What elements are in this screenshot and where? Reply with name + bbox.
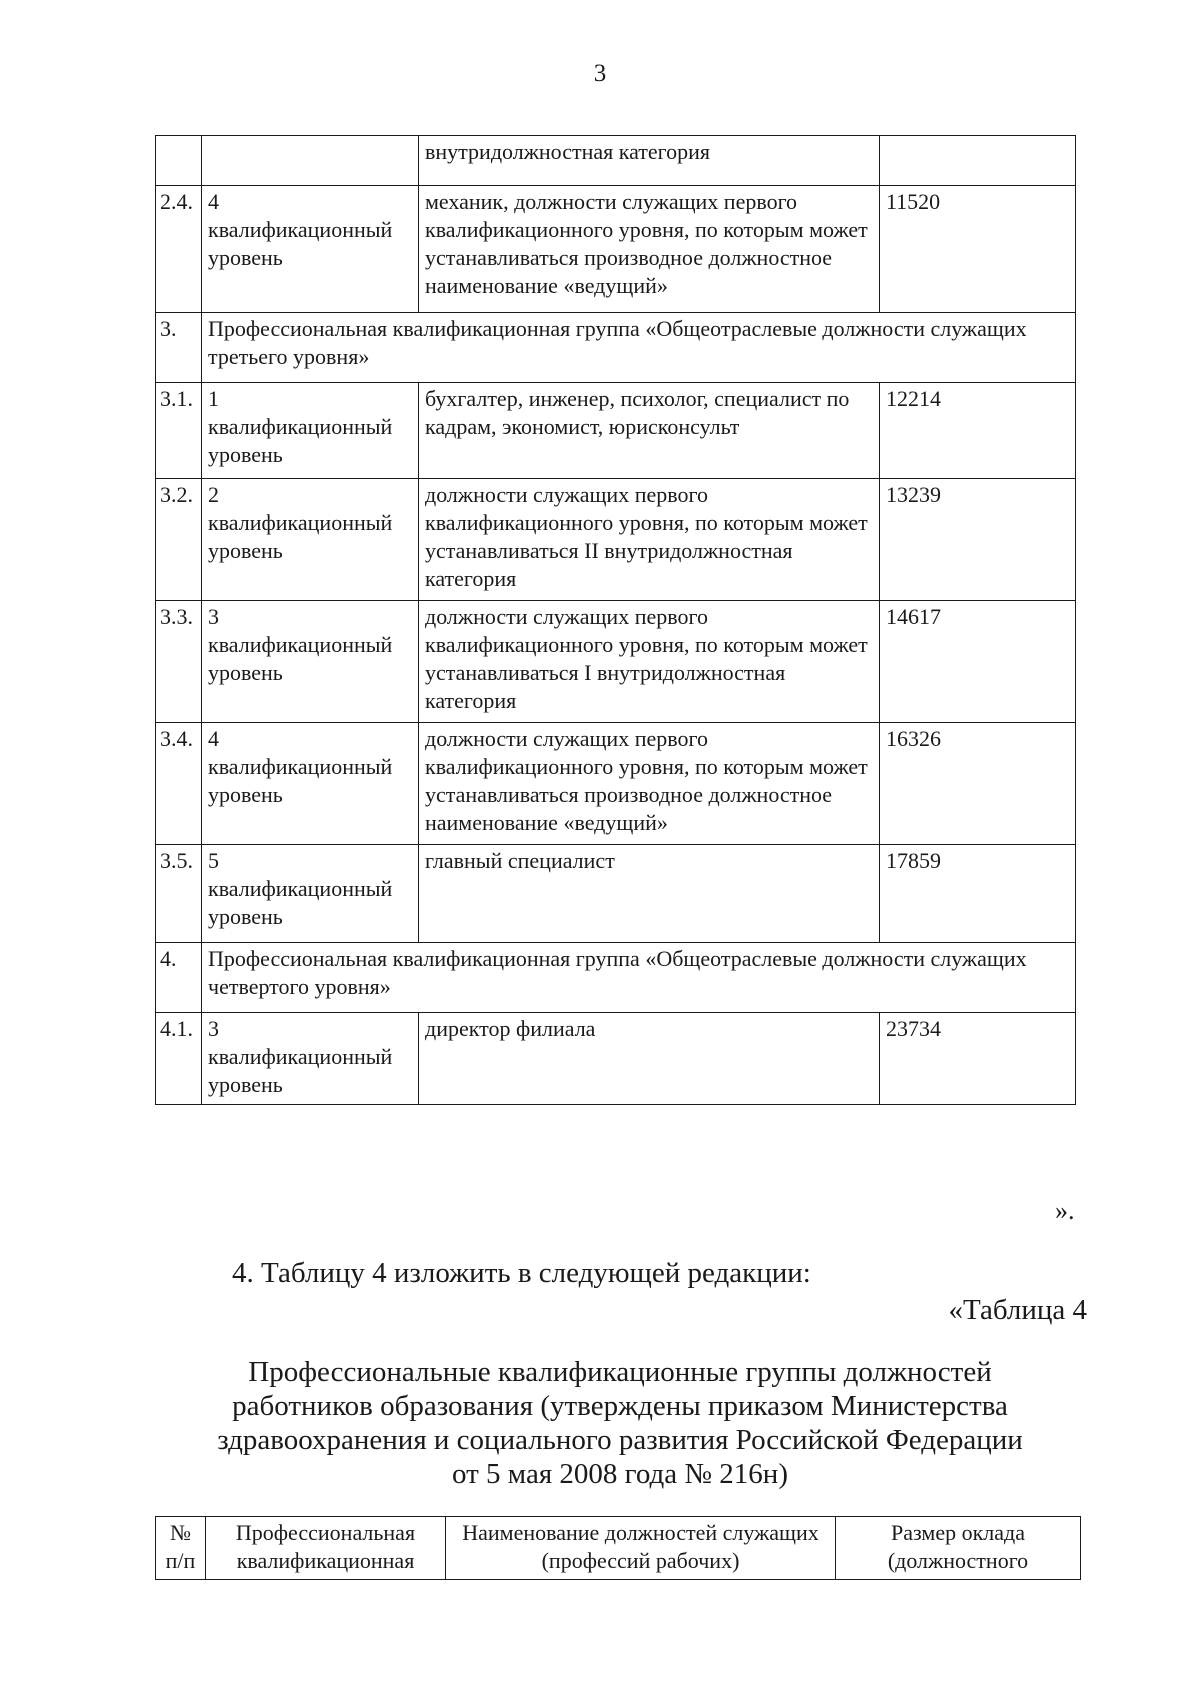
header-row [156, 1517, 1081, 1580]
position-names: директор филиала [419, 1013, 880, 1105]
qualification-level-line: квалификационный [208, 217, 393, 242]
header-salary [836, 1517, 1081, 1580]
qualification-level-line: квалификационный [208, 510, 393, 535]
group-row [156, 313, 1076, 383]
group-title: Профессиональная квалификационная группа «Общеотраслевые должности служащих третьего уровня» [202, 313, 1076, 383]
position-names: главный специалист [419, 845, 880, 943]
header-group-line: квалификационная [236, 1548, 415, 1573]
qualification-level-line: уровень [208, 442, 283, 467]
qualification-level [202, 845, 419, 943]
salary-amount: 14617 [880, 601, 1076, 723]
row-number: 3.4. [156, 723, 202, 845]
group-title: Профессиональная квалификационная группа «Общеотраслевые должности служащих четвертого уровня» [202, 943, 1076, 1013]
header-salary-line: (должностного [887, 1548, 1029, 1573]
qualification-level-line: квалификационный [208, 632, 393, 657]
row-number: 2.4. [156, 186, 202, 313]
qualification-level-line: уровень [208, 1072, 283, 1097]
header-positions [446, 1517, 836, 1580]
table-label: «Таблица 4 [948, 1294, 1087, 1326]
header-positions-line: Наименование должностей служащих [462, 1520, 819, 1545]
table-title-line: работников образования (утверждены приказом Министерства [232, 1390, 1008, 1422]
table-row [156, 136, 1076, 186]
position-names: должности служащих первого квалификационного уровня, по которым может устанавливаться II внутридолжностная категория [419, 479, 880, 601]
salary-amount: 23734 [880, 1013, 1076, 1105]
salary-amount: 16326 [880, 723, 1076, 845]
salary-amount: 11520 [880, 186, 1076, 313]
qualification-level-line: уровень [208, 782, 283, 807]
qualification-level-line: квалификационный [208, 414, 393, 439]
qualification-level [202, 723, 419, 845]
header-group-line: Профессиональная [235, 1520, 416, 1545]
position-names: механик, должности служащих первого квалификационного уровня, по которым может устанавливаться производное должностное наименование «ведущий» [419, 186, 880, 313]
table-row [156, 1013, 1076, 1105]
header-positions-line: (профессий рабочих) [541, 1548, 740, 1573]
qualification-level-line: квалификационный [208, 876, 393, 901]
row-number [156, 136, 202, 186]
row-number: 3.5. [156, 845, 202, 943]
table-title-line: здравоохранения и социального развития Российской Федерации [217, 1424, 1023, 1456]
qualification-level-line: квалификационный [208, 754, 393, 779]
salary-amount [880, 136, 1076, 186]
qualification-level-line: 2 [208, 482, 219, 507]
salary-amount: 12214 [880, 383, 1076, 479]
table-row [156, 601, 1076, 723]
header-num-line: № [170, 1520, 191, 1545]
closing-quote: ». [1055, 1196, 1075, 1225]
qualification-level-line: 4 [208, 189, 219, 214]
header-num-line: п/п [165, 1548, 196, 1573]
qualification-level [202, 601, 419, 723]
qualification-level [202, 479, 419, 601]
header-group [206, 1517, 446, 1580]
row-number: 4. [156, 943, 202, 1013]
qualification-groups-table [155, 135, 1076, 1105]
position-names: внутридолжностная категория [419, 136, 880, 186]
qualification-level [202, 1013, 419, 1105]
page-number: 3 [593, 60, 607, 87]
table-row [156, 186, 1076, 313]
table-row [156, 845, 1076, 943]
salary-amount: 13239 [880, 479, 1076, 601]
table-title-line: от 5 мая 2008 года № 216н) [452, 1458, 788, 1490]
table-row [156, 479, 1076, 601]
table-row [156, 383, 1076, 479]
qualification-level-line: уровень [208, 904, 283, 929]
table-title-line: Профессиональные квалификационные группы должностей [248, 1356, 992, 1388]
position-names: должности служащих первого квалификационного уровня, по которым может устанавливаться I внутридолжностная категория [419, 601, 880, 723]
qualification-level [202, 186, 419, 313]
qualification-level-line: уровень [208, 245, 283, 270]
row-number: 3.2. [156, 479, 202, 601]
table-title [170, 1355, 1070, 1491]
qualification-level [202, 136, 419, 186]
qualification-level-line: 5 [208, 848, 219, 873]
row-number: 3.3. [156, 601, 202, 723]
education-groups-table-header [155, 1516, 1081, 1580]
row-number: 3. [156, 313, 202, 383]
qualification-level-line: 3 [208, 1016, 219, 1041]
qualification-level-line: 4 [208, 726, 219, 751]
salary-amount: 17859 [880, 845, 1076, 943]
qualification-level-line: 3 [208, 604, 219, 629]
row-number: 3.1. [156, 383, 202, 479]
qualification-level-line: 1 [208, 386, 219, 411]
qualification-level-line: квалификационный [208, 1044, 393, 1069]
header-num [156, 1517, 206, 1580]
qualification-level-line: уровень [208, 538, 283, 563]
row-number: 4.1. [156, 1013, 202, 1105]
position-names: бухгалтер, инженер, психолог, специалист по кадрам, экономист, юрисконсульт [419, 383, 880, 479]
position-names: должности служащих первого квалификационного уровня, по которым может устанавливаться производное должностное наименование «ведущий» [419, 723, 880, 845]
amendment-instruction: 4. Таблицу 4 изложить в следующей редакции: [232, 1257, 811, 1289]
table-row [156, 723, 1076, 845]
group-row [156, 943, 1076, 1013]
qualification-level [202, 383, 419, 479]
qualification-level-line: уровень [208, 660, 283, 685]
header-salary-line: Размер оклада [891, 1520, 1025, 1545]
